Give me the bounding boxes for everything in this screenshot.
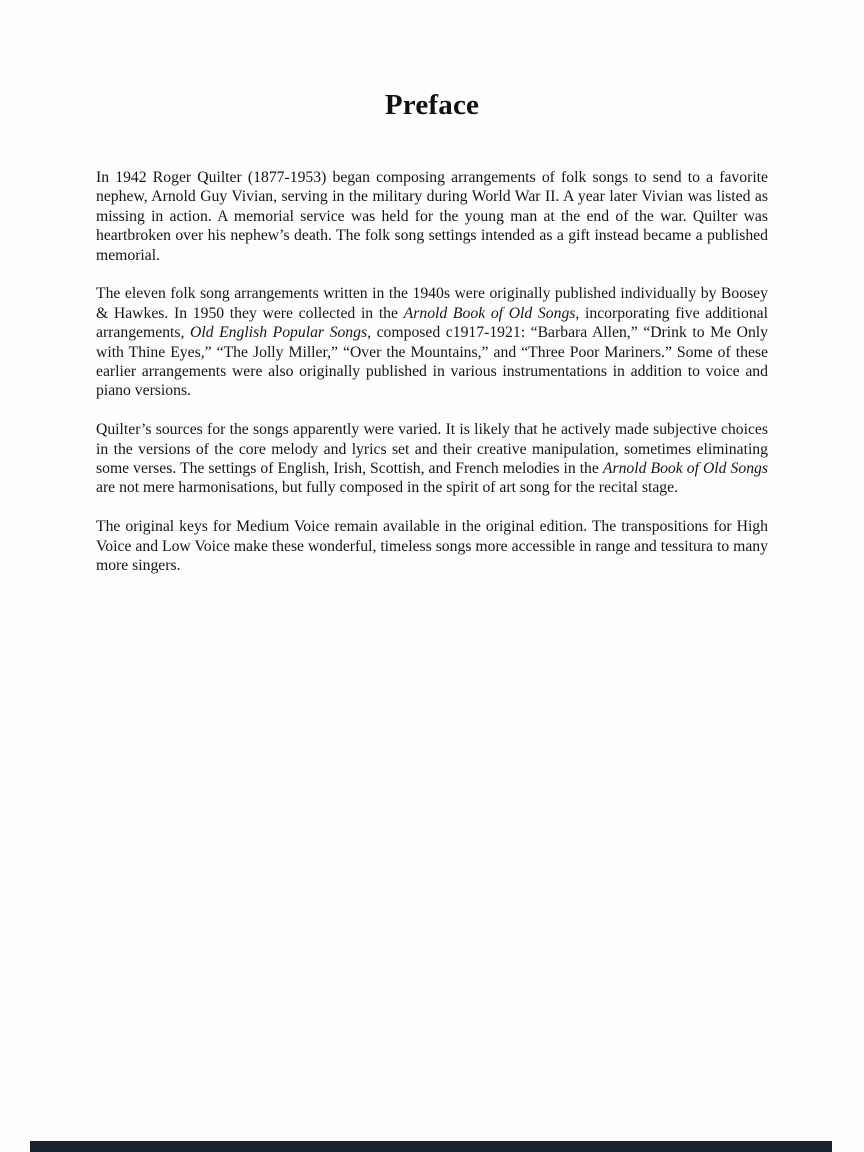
page-bottom-bar (30, 1141, 832, 1152)
preface-paragraph-1: In 1942 Roger Quilter (1877-1953) began composing arrangements of folk songs to send to a favorite nephew, Arnold Guy Vivian, serving in the military during World War II. A year later Vivian was listed as missing in action. A memorial service was held for the young man at the end of the war. Quilter was heartbroken over his nephew’s death. The folk song settings intended as a gift instead became a published memorial. (96, 169, 768, 264)
preface-paragraph-2: The eleven folk song arrangements written in the 1940s were originally published individually by Boosey & Hawkes. In 1950 they were collected in the Arnold Book of Old Songs, incorporating five additional arrangements, Old English Popular Songs, composed c1917-1921: “Barbara Allen,” “Drink to Me Only with Thine Eyes,” “The Jolly Miller,” “Over the Mountains,” and “Three Poor Mariners.” Some of these earlier arrangements were also originally published in various instrumentations in addition to voice and piano versions. (96, 285, 769, 400)
page-title: Preface (384, 89, 480, 121)
preface-paragraph-3: Quilter’s sources for the songs apparently were varied. It is likely that he actively made subjective choices in the versions of the core melody and lyrics set and their creative manipulation, sometimes eliminating some verses. The settings of English, Irish, Scottish, and French melodies in the Arnold Book of Old Songs are not mere harmonisations, but fully composed in the spirit of art song for the recital stage. (96, 421, 769, 497)
preface-content (96, 168, 768, 575)
preface-paragraph-4: The original keys for Medium Voice remain available in the original edition. The transpositions for High Voice and Low Voice make these wonderful, timeless songs more accessible in range and tessitura to many more singers. (96, 518, 768, 575)
